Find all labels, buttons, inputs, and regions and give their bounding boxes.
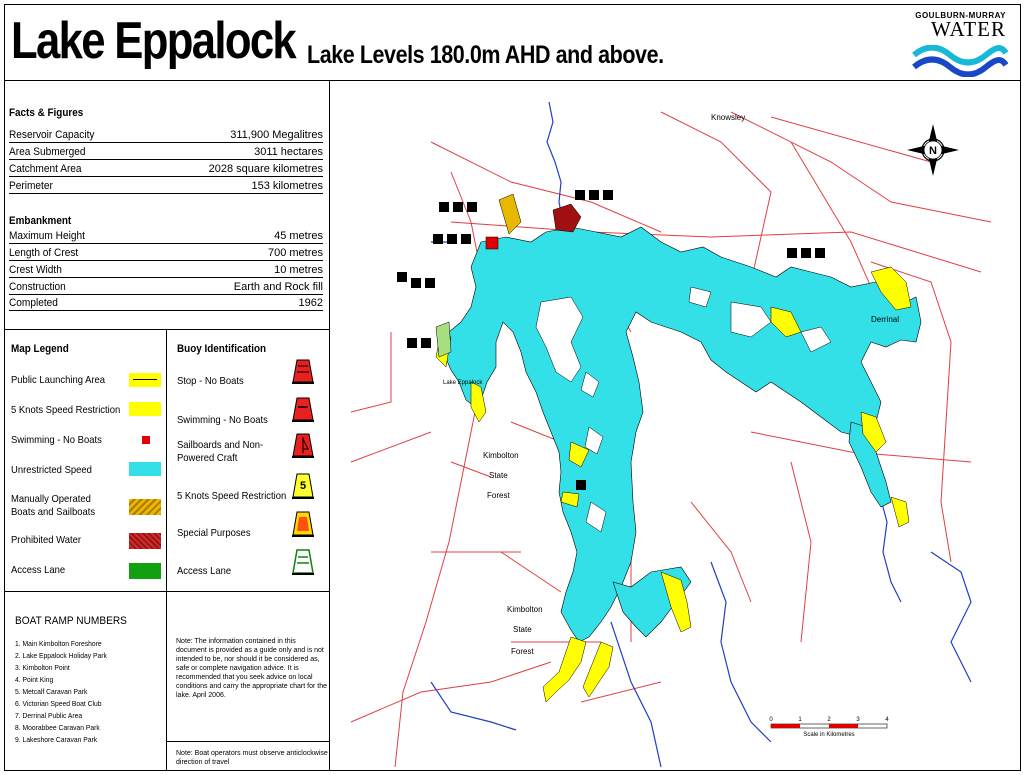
manual-boats-zone xyxy=(499,194,521,234)
buoy-stop-icon xyxy=(289,357,317,385)
buoy-5-knots-mark: 5 xyxy=(299,480,307,492)
buoy-5-knots-icon xyxy=(289,471,317,501)
buoy-label-stop: Stop - No Boats xyxy=(177,375,244,387)
facts-row xyxy=(9,144,323,160)
facts-row xyxy=(9,161,323,177)
ramp-item: 6. Victorian Speed Boat Club xyxy=(15,699,102,708)
embankment-row xyxy=(9,245,323,261)
facts-title: Facts & Figures xyxy=(9,107,84,119)
embankment-value: Earth and Rock fill xyxy=(233,281,323,293)
buoy-label-special: Special Purposes xyxy=(177,527,251,539)
header xyxy=(5,5,1020,81)
scale-bar xyxy=(769,717,889,738)
embankment-row xyxy=(9,279,323,295)
legend-swatch-manual-boats xyxy=(129,499,161,515)
access-lane-zone xyxy=(436,322,451,357)
embankment-label: Completed xyxy=(9,297,58,309)
embankment-row xyxy=(9,295,323,311)
page-title: Lake Eppalock xyxy=(11,12,296,70)
buoy-label-5-knots: 5 Knots Speed Restriction xyxy=(177,490,287,502)
legend-swatch-unrestricted xyxy=(129,462,161,476)
embankment-label: Crest Width xyxy=(9,264,62,276)
legend-label-unrestricted: Unrestricted Speed xyxy=(11,464,92,476)
place-forest: Forest xyxy=(487,491,510,500)
disclaimer-note: Note: The information contained in this document is provided as a guide only and is not intended to be, nor should it be considered as, safe or complete navigation advice. It is recommended that you seek advice on local conditions and carry the appropriate chart for the lake. April 2006. xyxy=(176,638,327,699)
legend-label-5-knots: 5 Knots Speed Restriction xyxy=(11,404,121,416)
scale-tick: 1 xyxy=(798,717,802,723)
page-subtitle: Lake Levels 180.0m AHD and above. xyxy=(307,41,664,69)
buoy-swimming-icon xyxy=(289,395,317,423)
embankment-value: 1962 xyxy=(298,297,323,309)
scale-tick: 3 xyxy=(856,717,860,723)
place-state: State xyxy=(489,471,508,480)
ramp-item: 7. Derrinal Public Area xyxy=(15,711,83,720)
legend-swatch-5-knots xyxy=(129,402,161,416)
place-knowsley: Knowsley xyxy=(711,113,746,122)
embankment-label: Length of Crest xyxy=(9,247,79,259)
place-forest-2: Forest xyxy=(511,647,534,656)
legend-label-prohibited: Prohibited Water xyxy=(11,534,82,546)
scale-tick: 2 xyxy=(827,717,831,723)
facts-value: 3011 hectares xyxy=(254,146,323,158)
place-kimbolton-2: Kimbolton xyxy=(507,605,543,614)
ramp-item: 8. Moorabbee Caravan Park xyxy=(15,723,100,732)
legend-title: Map Legend xyxy=(11,343,69,355)
facts-label: Reservoir Capacity xyxy=(9,129,95,141)
lake-map[interactable] xyxy=(331,82,1020,771)
ramp-item: 2. Lake Eppalock Holiday Park xyxy=(15,651,107,660)
ramp-numbers-title: BOAT RAMP NUMBERS xyxy=(15,615,127,627)
facts-label: Area Submerged xyxy=(9,146,86,158)
ramp-item: 4. Point King xyxy=(15,675,54,684)
legend-swatch-access-lane xyxy=(129,563,161,579)
lake-map-canvas[interactable] xyxy=(331,82,1020,771)
place-derrinal: Derrinal xyxy=(871,315,900,324)
buoy-access-lane-icon xyxy=(289,547,317,577)
facts-value: 2028 square kilometres xyxy=(208,163,323,175)
place-state-2: State xyxy=(513,625,532,634)
place-lake-eppalock: Lake Eppalock xyxy=(443,380,483,386)
facts-label: Perimeter xyxy=(9,180,53,192)
facts-row xyxy=(9,127,323,143)
embankment-value: 45 metres xyxy=(274,230,323,242)
buoy-sailboard-icon xyxy=(289,431,317,459)
facts-value: 311,900 Megalitres xyxy=(230,129,323,141)
scale-label: Scale in Kilometres xyxy=(803,732,855,738)
prohibited-water-zone xyxy=(553,204,581,232)
legend-swatch-swimming xyxy=(142,436,150,444)
direction-note: Note: Boat operators must observe anticlockwise direction of travel xyxy=(176,750,328,766)
water-wave-logo-icon xyxy=(912,45,1008,77)
embankment-label: Construction xyxy=(9,281,66,293)
north-compass-icon xyxy=(907,124,959,176)
facts-label: Catchment Area xyxy=(9,163,82,175)
compass-north-label: N xyxy=(929,145,937,157)
ramp-item: 3. Kimbolton Point xyxy=(15,663,70,672)
swimming-zone xyxy=(486,237,498,249)
ramp-item: 9. Lakeshore Caravan Park xyxy=(15,735,98,744)
buoy-label-sailboards: Sailboards and Non-Powered Craft xyxy=(177,439,264,464)
legend-label-swimming: Swimming - No Boats xyxy=(11,434,102,446)
info-panel xyxy=(5,81,330,771)
scale-tick: 4 xyxy=(885,717,889,723)
legend-label-manual-boats: Manually Operated Boats and Sailboats xyxy=(11,493,96,518)
embankment-row xyxy=(9,228,323,244)
buoy-label-access-lane: Access Lane xyxy=(177,565,232,577)
embankment-row xyxy=(9,262,323,278)
legend-divider xyxy=(166,329,167,771)
buoy-special-icon xyxy=(289,509,317,539)
legend-label-public-launching: Public Launching Area xyxy=(11,374,106,386)
legend-swatch-launching xyxy=(129,373,161,387)
scale-tick: 0 xyxy=(769,717,773,723)
ramp-item: 1. Main Kimbolton Foreshore xyxy=(15,639,102,648)
legend-swatch-prohibited xyxy=(129,533,161,549)
note-divider xyxy=(167,741,329,742)
facts-row xyxy=(9,178,323,194)
brand-name: WATER xyxy=(931,17,1006,41)
buoy-label-swimming: Swimming - No Boats xyxy=(177,414,268,426)
facts-value: 153 kilometres xyxy=(251,180,323,192)
legend-box xyxy=(5,329,329,592)
place-kimbolton: Kimbolton xyxy=(483,451,519,460)
embankment-value: 700 metres xyxy=(267,247,323,259)
buoy-title: Buoy Identification xyxy=(177,343,267,355)
embankment-value: 10 metres xyxy=(274,264,323,276)
embankment-title: Embankment xyxy=(9,215,72,227)
ramp-item: 5. Metcalf Caravan Park xyxy=(15,687,88,696)
legend-label-access-lane: Access Lane xyxy=(11,564,66,576)
brand-org-line: GOULBURN-MURRAY xyxy=(915,11,1006,20)
embankment-label: Maximum Height xyxy=(9,230,85,242)
